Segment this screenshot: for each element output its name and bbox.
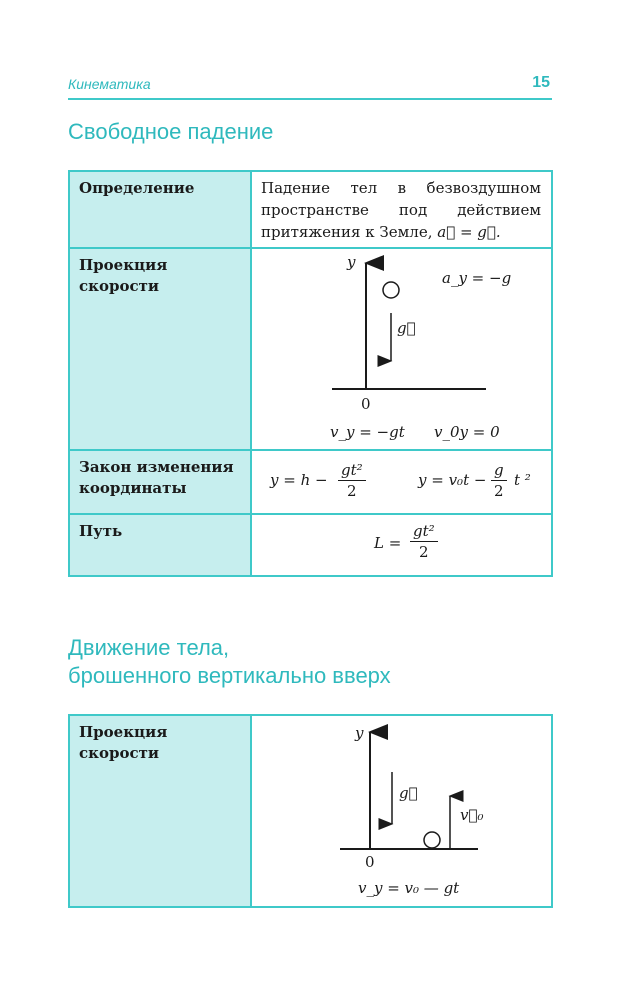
- free-fall-table: [68, 170, 553, 577]
- path-denominator: 2: [410, 541, 438, 562]
- path-formula-cell: [251, 514, 552, 576]
- velocity-diagram-cell: [251, 248, 552, 450]
- definition-text: [252, 172, 551, 247]
- vertical-throw-table: [68, 714, 553, 908]
- table-row-definition: [69, 171, 552, 248]
- formula-2-denominator: 2: [491, 480, 507, 501]
- free-fall-drawing: [252, 249, 570, 449]
- path-numerator: gt²: [413, 522, 435, 540]
- free-fall-diagram: [252, 249, 551, 449]
- acceleration-formula: a_y = −g: [442, 269, 512, 287]
- formula-1-numerator: gt²: [341, 461, 363, 479]
- page-number: 15: [532, 74, 550, 91]
- origin-label: 0: [361, 395, 371, 413]
- initial-velocity-label: v⃗₀: [460, 806, 484, 824]
- gravity-label: g⃗: [397, 319, 416, 337]
- row-label-velocity: Проекция скорости: [69, 248, 251, 450]
- coordinate-formula-1-fraction: [338, 460, 366, 501]
- y-axis-label-2: y: [355, 724, 364, 742]
- definition-main: Падение тел в безвоздушном пространстве под действием притяжения к Земле,: [261, 179, 541, 241]
- path-formula-lhs: L =: [374, 534, 402, 552]
- running-head: [68, 76, 552, 100]
- row-label-velocity-2: Проекция скорости: [69, 715, 251, 907]
- thrown-ball: [424, 832, 440, 848]
- section-title-free-fall: Свободное падение: [68, 119, 274, 144]
- formula-1-denominator: 2: [338, 480, 366, 501]
- row-label-coordinate: Закон изменения координаты: [69, 450, 251, 514]
- coordinate-formula-2-fraction: [491, 460, 507, 501]
- row-label-definition: Определение: [69, 171, 251, 248]
- section-title-vertical-throw-line-2: брошенного вертикально вверх: [68, 663, 391, 688]
- chapter-title: Кинематика: [68, 76, 151, 92]
- coordinate-formula-1-lhs: y = h −: [270, 471, 328, 489]
- table-row-coordinate: [69, 450, 552, 514]
- velocity-diagram-cell-2: [251, 715, 552, 907]
- coordinate-formula-2-tail: t ²: [514, 471, 531, 489]
- initial-velocity-formula: v_0y = 0: [434, 423, 500, 441]
- table-row-path: [69, 514, 552, 576]
- velocity-formula: v_y = −gt: [330, 423, 405, 441]
- velocity-formula-2: v_y = v₀ — gt: [358, 879, 460, 897]
- path-formula-fraction: [410, 521, 438, 562]
- vertical-throw-drawing: [252, 716, 570, 906]
- formula-2-numerator: g: [494, 461, 504, 479]
- section-title-vertical-throw-line-1: Движение тела,: [68, 635, 230, 660]
- table-row-velocity-2: [69, 715, 552, 907]
- origin-label-2: 0: [365, 853, 375, 871]
- vertical-throw-diagram: [252, 716, 551, 906]
- gravity-label-2: g⃗: [399, 784, 418, 802]
- coordinate-formula-cell: [251, 450, 552, 514]
- table-row-velocity: [69, 248, 552, 450]
- y-axis-label: y: [347, 253, 356, 271]
- definition-formula: a⃗ = g⃗.: [437, 223, 501, 241]
- falling-ball: [383, 282, 399, 298]
- coordinate-formula-2-lhs: y = v₀t −: [418, 471, 487, 489]
- definition-cell: [251, 171, 552, 248]
- row-label-path: Путь: [69, 514, 251, 576]
